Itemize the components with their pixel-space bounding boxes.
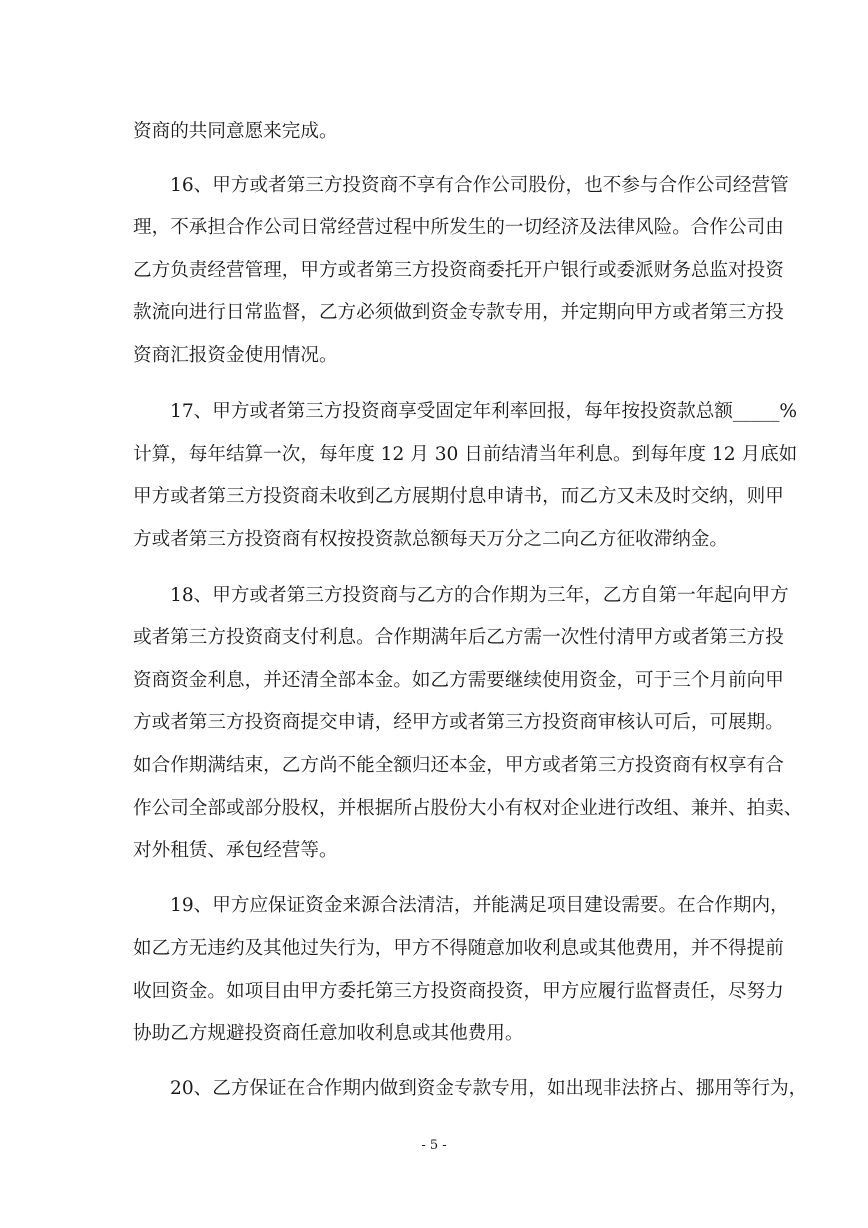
- page-number: - 5 -: [421, 1138, 447, 1153]
- text-line: 收回资金。如项目由甲方委托第三方投资商投资，甲方应履行监督责任，尽努力: [133, 981, 784, 1002]
- text-line: 17、甲方或者第三方投资商享受固定年利率回报，每年按投资款总额_____%: [170, 401, 798, 422]
- text-line: 18、甲方或者第三方投资商与乙方的合作期为三年，乙方自第一年起向甲方: [170, 585, 789, 606]
- text-line: 或者第三方投资商支付利息。合作期满年后乙方需一次性付清甲方或者第三方投: [133, 627, 784, 648]
- text-line: 乙方负责经营管理，甲方或者第三方投资商委托开户银行或委派财务总监对投资: [133, 260, 784, 281]
- text-line: 协助乙方规避投资商任意加收利息或其他费用。: [133, 1023, 524, 1044]
- text-line: 资商资金利息，并还清全部本金。如乙方需要继续使用资金，可于三个月前向甲: [133, 670, 784, 691]
- text-line: 对外租赁、承包经营等。: [133, 840, 338, 861]
- text-line: 资商的共同意愿来完成。: [133, 121, 338, 142]
- text-line: 甲方或者第三方投资商未收到乙方展期付息申请书，而乙方又未及时交纳，则甲: [133, 486, 784, 507]
- text-line: 如乙方无违约及其他过失行为，甲方不得随意加收利息或其他费用，并不得提前: [133, 938, 784, 959]
- text-line: 方或者第三方投资商有权按投资款总额每天万分之二向乙方征收滞纳金。: [133, 529, 729, 550]
- text-line: 资商汇报资金使用情况。: [133, 345, 338, 366]
- text-line: 款流向进行日常监督，乙方必须做到资金专款专用，并定期向甲方或者第三方投: [133, 302, 784, 323]
- text-line: 方或者第三方投资商提交申请，经甲方或者第三方投资商审核认可后，可展期。: [133, 712, 784, 733]
- text-line: 理，不承担合作公司日常经营过程中所发生的一切经济及法律风险。合作公司由: [133, 217, 784, 238]
- text-line: 作公司全部或部分股权，并根据所占股份大小有权对企业进行改组、兼并、拍卖、: [133, 798, 803, 819]
- text-line: 计算，每年结算一次，每年度 12 月 30 日前结清当年利息。到每年度 12 月底如: [133, 444, 798, 465]
- text-line: 如合作期满结束，乙方尚不能全额归还本金，甲方或者第三方投资商有权享有合: [133, 755, 784, 776]
- text-line: 19、甲方应保证资金来源合法清洁，并能满足项目建设需要。在合作期内，: [170, 895, 789, 916]
- text-line: 20、乙方保证在合作期内做到资金专款专用，如出现非法挤占、挪用等行为，: [170, 1078, 808, 1099]
- text-line: 16、甲方或者第三方投资商不享有合作公司股份，也不参与合作公司经营管: [170, 175, 789, 196]
